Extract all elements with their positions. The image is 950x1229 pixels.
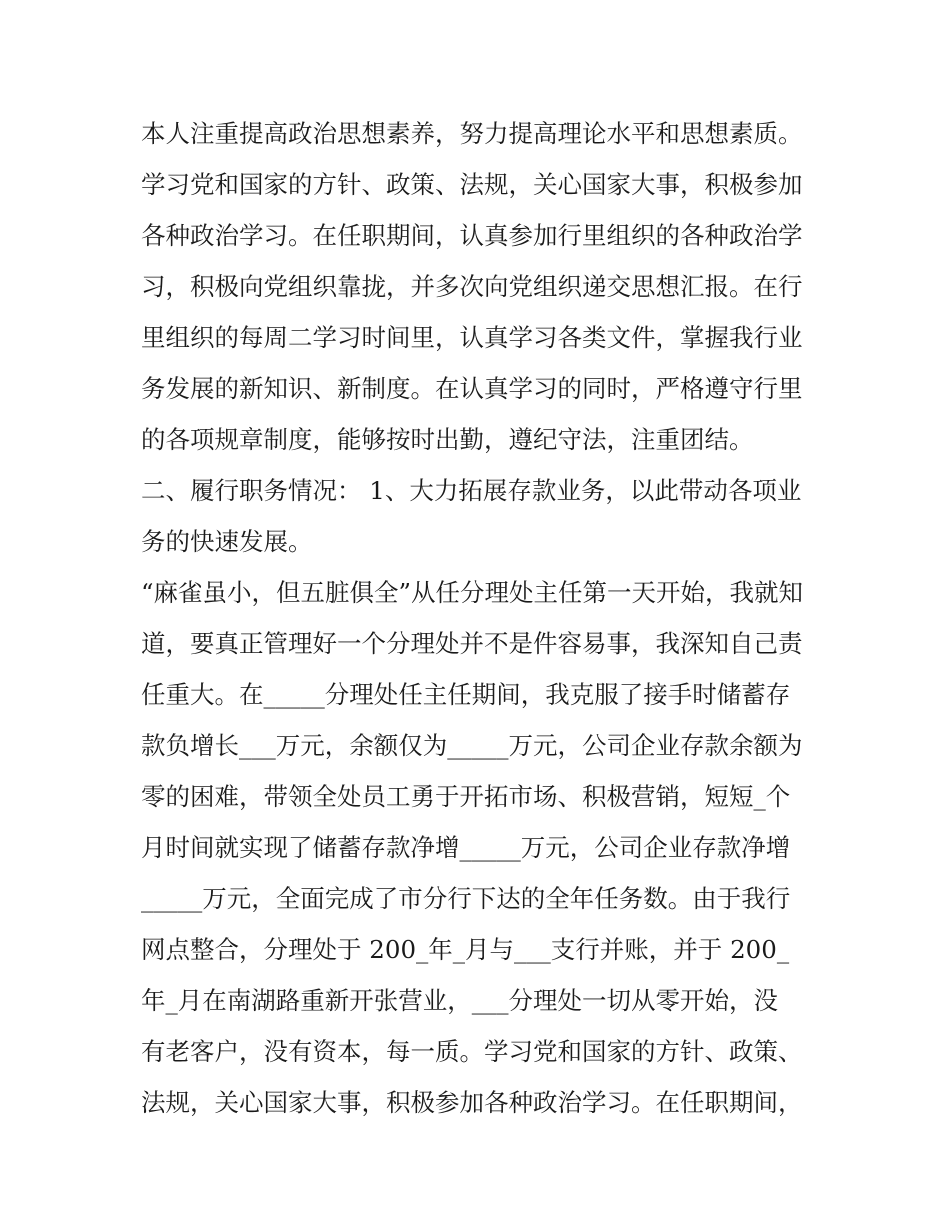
text-line: 有老客户，没有资本，每一质。学习党和国家的方针、政策、 [141, 1037, 803, 1066]
text-line: 法规，关心国家大事，积极参加各种政治学习。在任职期间， [141, 1088, 803, 1117]
text-line: 网点整合，分理处于 200_年_月与___支行并账，并于 200_ [141, 935, 790, 964]
text-line: 学习党和国家的方针、政策、法规，关心国家大事，积极参加 [141, 170, 803, 199]
text-line: 里组织的每周二学习时间里，认真学习各类文件，掌握我行业 [141, 323, 803, 352]
text-line: 月时间就实现了储蓄存款净增_____万元，公司企业存款净增 [141, 833, 791, 862]
text-line: _____万元，全面完成了市分行下达的全年任务数。由于我行 [141, 884, 791, 913]
body-text [141, 108, 831, 1128]
section-heading-line: 二、履行职务情况： 1、大力拓展存款业务，以此带动各项业 [141, 476, 802, 505]
text-line: “麻雀虽小，但五脏俱全”从任分理处主任第一天开始，我就知 [141, 578, 804, 607]
text-line: 任重大。在_____分理处任主任期间，我克服了接手时储蓄存 [141, 680, 791, 709]
text-line: 本人注重提高政治思想素养，努力提高理论水平和思想素质。 [141, 119, 803, 148]
text-line: 款负增长___万元，余额仅为_____万元，公司企业存款余额为 [141, 731, 803, 760]
text-line: 习，积极向党组织靠拢，并多次向党组织递交思想汇报。在行 [141, 272, 803, 301]
text-line: 零的困难，带领全处员工勇于开拓市场、积极营销，短短_个 [141, 782, 791, 811]
text-line: 各种政治学习。在任职期间，认真参加行里组织的各种政治学 [141, 221, 803, 250]
text-line: 道，要真正管理好一个分理处并不是件容易事，我深知自己责 [141, 629, 803, 658]
text-line: 的各项规章制度，能够按时出勤，遵纪守法，注重团结。 [141, 425, 754, 454]
text-line: 务发展的新知识、新制度。在认真学习的同时，严格遵守行里 [141, 374, 803, 403]
text-line: 务的快速发展。 [141, 527, 313, 556]
text-line: 年_月在南湖路重新开张营业，___分理处一切从零开始，没 [141, 986, 778, 1015]
